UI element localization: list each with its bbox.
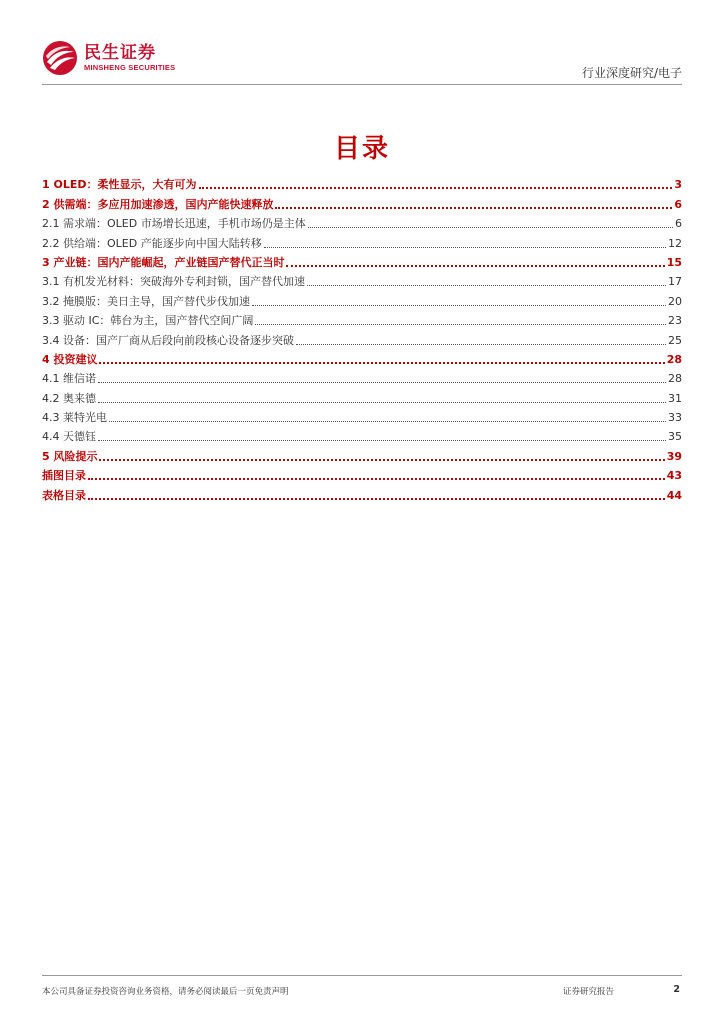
toc-leader-dots [308, 227, 673, 228]
toc-entry[interactable] [42, 425, 682, 444]
toc-entry-page: 33 [668, 411, 682, 425]
toc-entry-label: 2 供需端：多应用加速渗透，国内产能快速释放 [42, 197, 274, 211]
toc-entry[interactable] [42, 289, 682, 308]
toc-entry-page: 28 [666, 352, 682, 366]
toc-leader-dots [275, 207, 672, 209]
toc-entry-label: 2.1 需求端：OLED 市场增长迅速，手机市场仍是主体 [42, 217, 306, 231]
logo-english-name: MINSHENG SECURITIES [84, 63, 176, 72]
toc-entry-label: 2.2 供给端：OLED 产能逐步向中国大陆转移 [42, 236, 262, 250]
toc-leader-dots [199, 187, 673, 189]
toc-entry-label: 4.3 莱特光电 [42, 411, 107, 425]
report-category: 行业深度研究/电子 [581, 66, 682, 80]
toc-entry-label: 4 投资建议 [42, 352, 98, 366]
header-divider [42, 84, 682, 85]
toc-entry-page: 17 [668, 275, 682, 289]
toc-entry-label: 3.2 掩膜版：美日主导，国产替代步伐加速 [42, 294, 250, 308]
minsheng-logo-icon [42, 40, 78, 76]
toc-entry-page: 31 [668, 391, 682, 405]
table-of-contents [42, 173, 682, 503]
toc-leader-dots [88, 478, 665, 480]
toc-entry-page: 6 [674, 197, 682, 211]
toc-entry-label: 3.3 驱动 IC：韩台为主，国产替代空间广阔 [42, 314, 254, 328]
toc-entry-page: 3 [674, 178, 682, 192]
toc-leader-dots [252, 305, 666, 306]
toc-leader-dots [99, 362, 664, 364]
toc-leader-dots [264, 247, 666, 248]
toc-entry[interactable] [42, 328, 682, 347]
toc-entry-label: 1 OLED：柔性显示，大有可为 [42, 178, 197, 192]
toc-entry-label: 4.2 奥来德 [42, 391, 96, 405]
toc-entry-label: 4.1 维信诺 [42, 372, 96, 386]
toc-entry-label: 表格目录 [42, 488, 86, 502]
toc-entry[interactable] [42, 309, 682, 328]
toc-entry-page: 23 [668, 314, 682, 328]
toc-entry-label: 3.1 有机发光材料：突破海外专利封锁，国产替代加速 [42, 275, 305, 289]
toc-entry-label: 5 风险提示 [42, 449, 98, 463]
toc-entry-page: 35 [668, 430, 682, 444]
toc-entry[interactable] [42, 464, 682, 483]
toc-entry[interactable] [42, 348, 682, 367]
toc-entry[interactable] [42, 173, 682, 192]
company-logo [42, 40, 175, 76]
toc-leader-dots [98, 382, 666, 383]
toc-entry-label: 4.4 天德钰 [42, 430, 96, 444]
toc-entry[interactable] [42, 251, 682, 270]
logo-chinese-name: 民生证券 [84, 43, 156, 63]
toc-entry-page: 44 [666, 488, 682, 502]
toc-entry[interactable] [42, 367, 682, 386]
toc-entry[interactable] [42, 406, 682, 425]
toc-leader-dots [296, 344, 666, 345]
toc-leader-dots [98, 402, 666, 403]
toc-entry-page: 25 [668, 333, 682, 347]
toc-entry-label: 插图目录 [42, 469, 86, 483]
toc-entry-page: 43 [666, 469, 682, 483]
toc-title: 目录 [333, 134, 390, 164]
toc-entry[interactable] [42, 231, 682, 250]
toc-leader-dots [307, 285, 666, 286]
toc-entry-label: 3.4 设备：国产厂商从后段向前段核心设备逐步突破 [42, 333, 294, 347]
toc-leader-dots [88, 498, 665, 500]
page-number: 2 [673, 984, 680, 995]
toc-entry-page: 28 [668, 372, 682, 386]
footer-report-type: 证券研究报告 [563, 987, 615, 997]
toc-leader-dots [98, 440, 666, 441]
footer-divider [42, 975, 682, 976]
toc-entry-page: 39 [666, 449, 682, 463]
toc-entry[interactable] [42, 386, 682, 405]
toc-entry-page: 15 [666, 255, 682, 269]
toc-entry[interactable] [42, 483, 682, 502]
toc-entry-page: 6 [675, 217, 682, 231]
toc-leader-dots [286, 265, 664, 267]
toc-entry-page: 12 [668, 236, 682, 250]
toc-entry-label: 3 产业链：国内产能崛起，产业链国产替代正当时 [42, 255, 285, 269]
toc-leader-dots [99, 459, 664, 461]
footer-disclaimer: 本公司具备证券投资咨询业务资格，请务必阅读最后一页免责声明 [42, 987, 289, 997]
toc-entry[interactable] [42, 444, 682, 463]
toc-entry[interactable] [42, 212, 682, 231]
toc-leader-dots [109, 421, 666, 422]
toc-leader-dots [255, 324, 666, 325]
toc-entry[interactable] [42, 192, 682, 211]
toc-entry[interactable] [42, 270, 682, 289]
toc-entry-page: 20 [668, 294, 682, 308]
page-header [42, 38, 682, 84]
